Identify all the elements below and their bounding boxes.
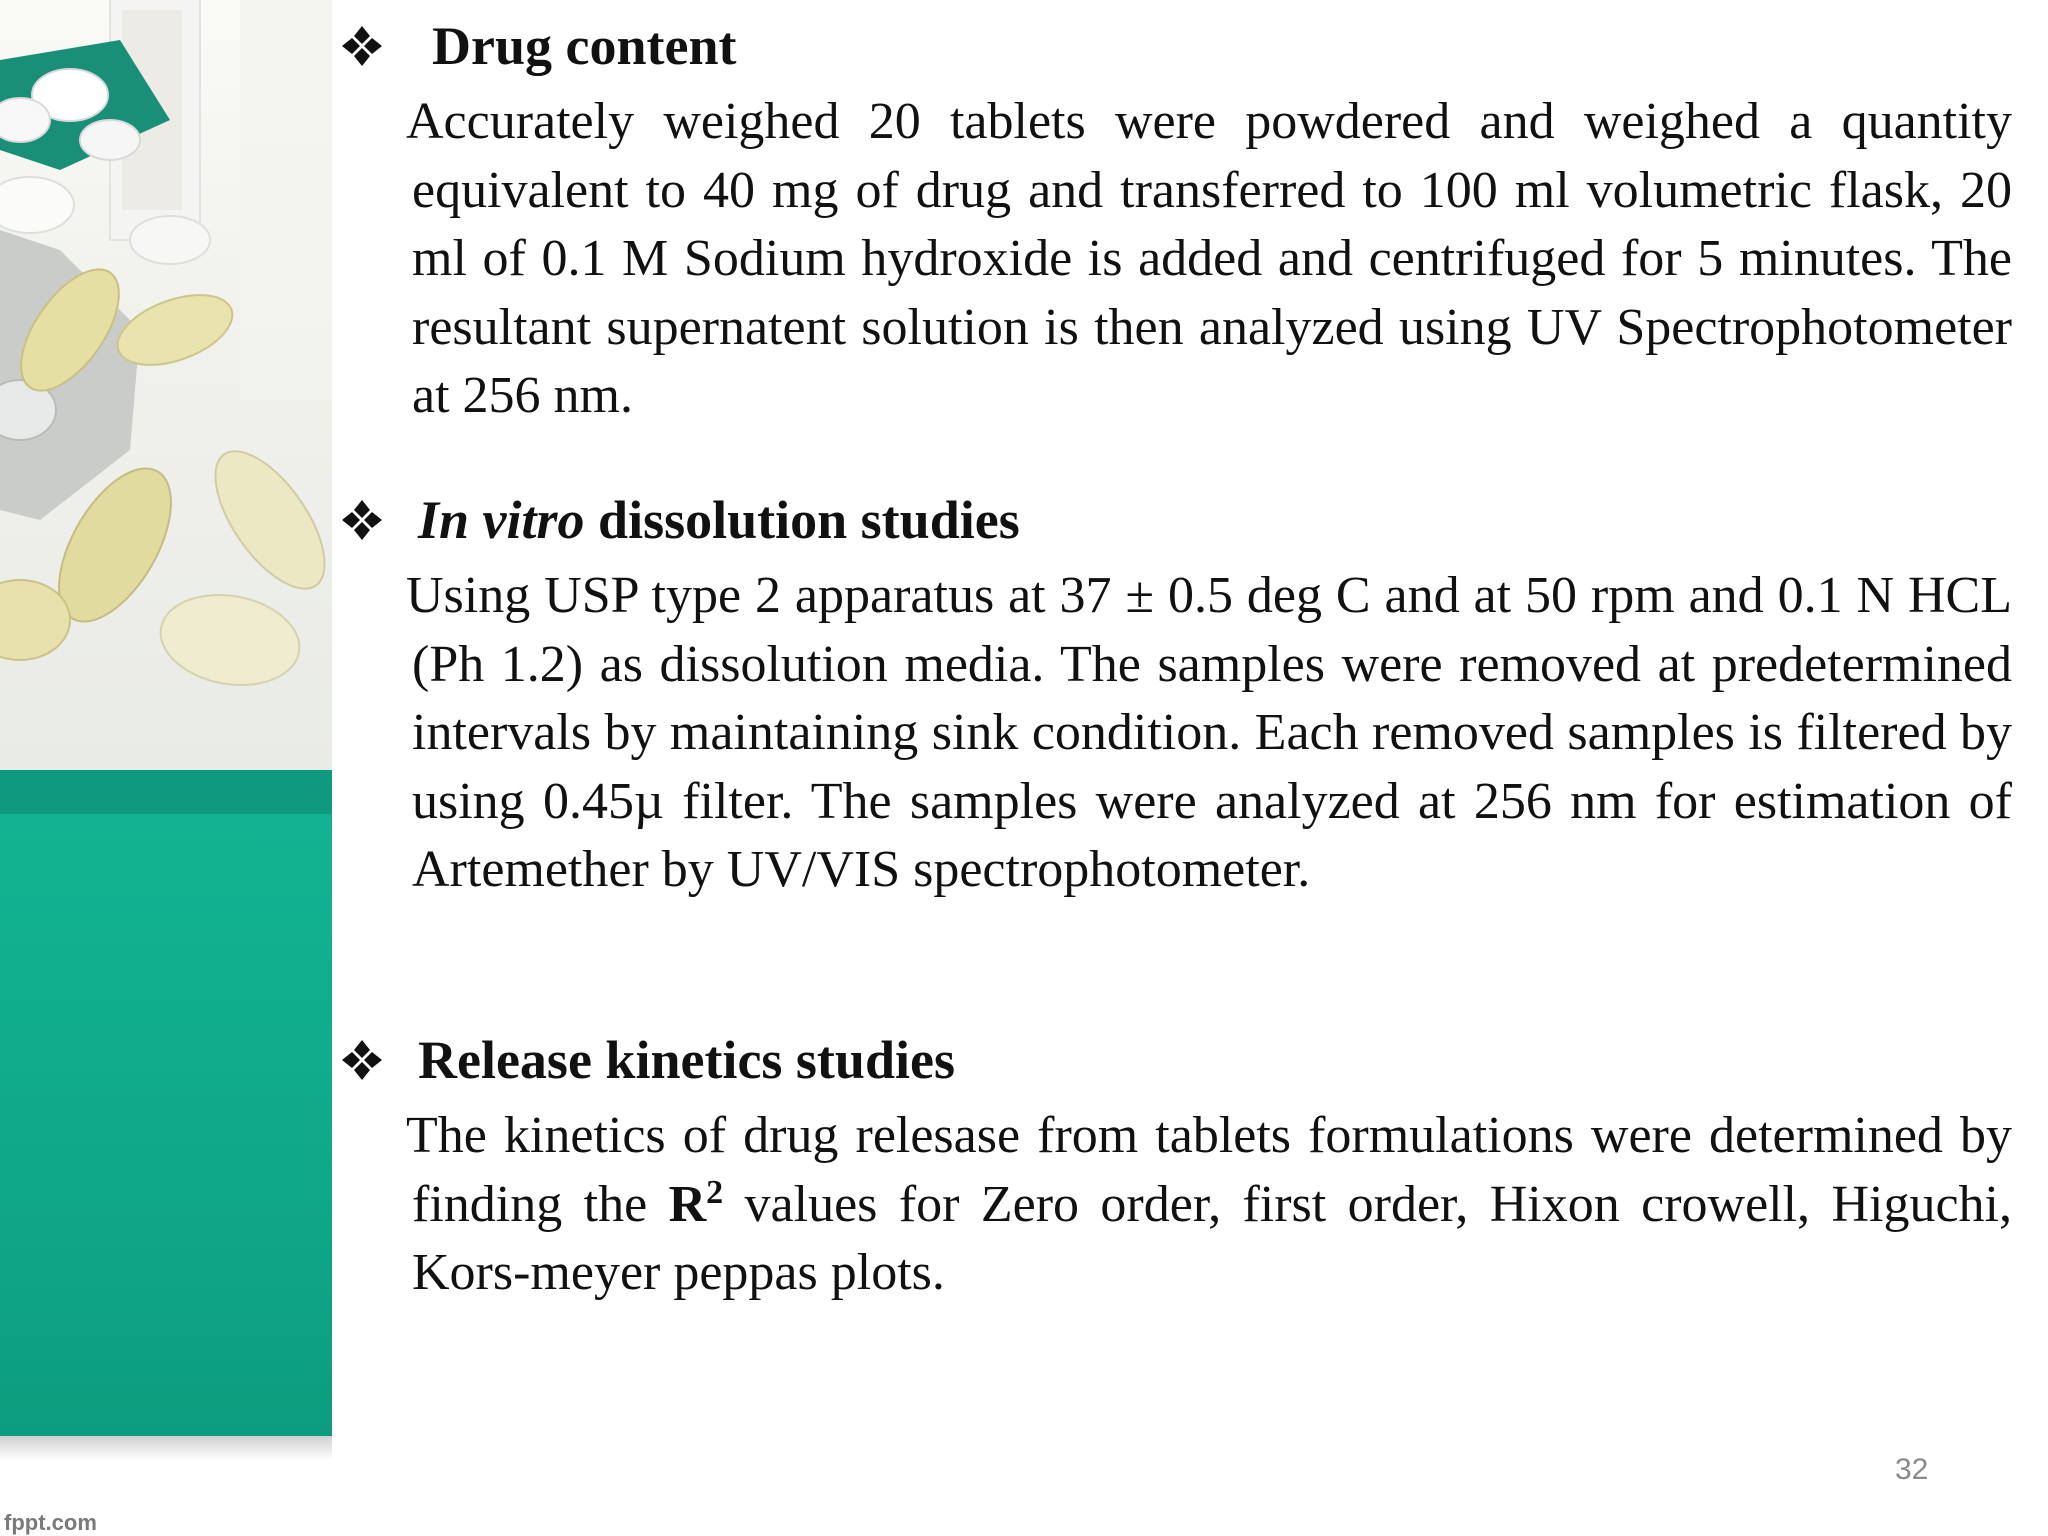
paragraph-text: Using USP type 2 apparatus at 37 ± 0.5 deg C and at 50 rpm and 0.1 N HCL (Ph 1.2) as dissolution media. The samples were removed at predetermined intervals by maintaining sink condition. Each removed samples is filtered by using 0.45µ filter. The samples were analyzed at 256 nm for estimation of Artemether by UV/VIS spectrophotometer.: [406, 567, 2012, 898]
teal-block: [0, 814, 332, 1436]
paragraph-text: Accurately weighed 20 tablets were powdered and weighed a quantity equivalent to 40 mg of drug and transferred to 100 ml volumetric flask, 20 ml of 0.1 M Sodium hydroxide is added and centrifuged for 5 minutes. The resultant supernatent solution is then analyzed using UV Spectrophotometer at 256 nm.: [406, 93, 2012, 424]
paragraph-text-before: The kinetics of drug relesase from tablets formulations were determined by finding the: [406, 1107, 2012, 1233]
section-release-kinetics: [340, 1028, 2020, 1308]
four-diamond-bullet-icon: [340, 24, 384, 68]
slide-content: [340, 0, 2020, 1440]
watermark: fppt.com: [4, 1510, 97, 1535]
section-heading: [340, 1028, 2020, 1092]
r-symbol: R: [668, 1175, 707, 1233]
page-number: 32: [1895, 1453, 1929, 1486]
heading-italic-text: In vitro: [418, 490, 585, 550]
paragraph-text-after: values for Zero order, first order, Hixon crowell, Higuchi, Kors-meyer peppas plots.: [412, 1175, 2012, 1301]
paragraph-text: [406, 1102, 2012, 1308]
side-image-panel: [0, 0, 332, 1536]
teal-shadow: [0, 1436, 332, 1460]
teal-band: [0, 770, 332, 814]
heading-text: Drug content: [432, 16, 737, 76]
four-diamond-bullet-icon: [340, 1038, 384, 1082]
pills-illustration: [0, 0, 332, 770]
r-superscript: 2: [706, 1173, 724, 1211]
section-heading: [340, 488, 2020, 552]
heading-text: dissolution studies: [584, 490, 1020, 550]
four-diamond-bullet-icon: [340, 498, 384, 542]
section-in-vitro: [340, 488, 2020, 905]
paragraph: [406, 1102, 2012, 1308]
heading-text: Release kinetics studies: [418, 1030, 955, 1090]
r-squared-symbol: [668, 1173, 724, 1233]
section-heading: [340, 14, 2020, 78]
section-drug-content: [340, 14, 2020, 431]
paragraph: [406, 88, 2012, 431]
pills-photo: [0, 0, 332, 770]
paragraph: [406, 562, 2012, 905]
